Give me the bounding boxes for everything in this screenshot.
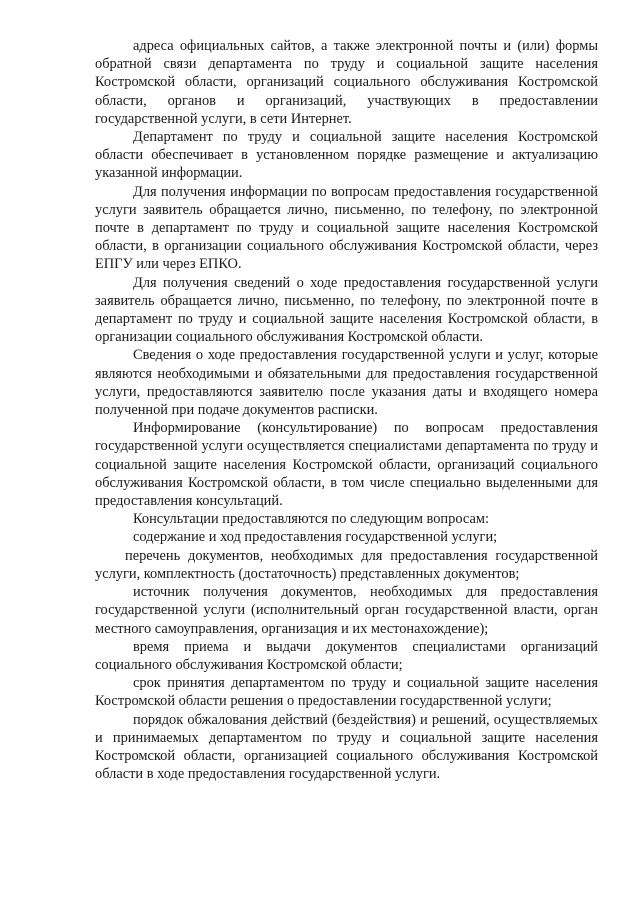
paragraph-info-request: Для получения информации по вопросам предоставления государственной услуги заявитель обращается лично, письменно, по телефону, по электронной почте в департамент по труду и социальной защите населения Костромской области, в организации социального обслуживания Костромской области, через ЕПГУ или через ЕПКО.: [95, 183, 598, 273]
list-item-content-progress: содержание и ход предоставления государственной услуги;: [133, 529, 498, 546]
list-item-decision-deadline: срок принятия департаментом по труду и социальной защите населения Костромской области решения о предоставлении государственной услуги;: [95, 675, 598, 710]
paragraph-department-duties: Департамент по труду и социальной защите населения Костромской области обеспечивает в установленном порядке размещение и актуализацию указанной информации.: [95, 129, 598, 182]
list-item-document-source: источник получения документов, необходимых для предоставления государственной услуги (исполнительный орган государственной власти, орган местного самоуправления, организация и их местонахождение);: [95, 584, 598, 637]
paragraph-consulting: Информирование (консультирование) по вопросам предоставления государственной услуги осуществляется специалистами департамента по труду и социальной защите населения Костромской области, организаций социального обслуживания Костромской области, в том числе специально выделенными для предоставления консультаций.: [95, 420, 598, 510]
paragraph-consultation-topics-intro: Консультации предоставляются по следующим вопросам:: [133, 511, 489, 528]
list-item-document-list: перечень документов, необходимых для предоставления государственной услуги, комплектность (достаточность) представленных документов;: [95, 547, 598, 582]
document-page: [95, 37, 598, 783]
paragraph-websites: адреса официальных сайтов, а также электронной почты и (или) формы обратной связи департамента по труду и социальной защите населения Костромской области, организаций социального обслуживания Костромской области, органов и организаций, участвующих в предоставлении государственной услуги, в сети Интернет.: [95, 38, 598, 127]
list-item-schedule: время приема и выдачи документов специалистами организаций социального обслуживания Костромской области;: [95, 638, 598, 673]
paragraph-progress-info: Сведения о ходе предоставления государственной услуги и услуг, которые являются необходимыми и обязательными для предоставления государственной услуги, предоставляются заявителю после указания даты и входящего номера полученной при подаче документов расписки.: [95, 347, 598, 419]
paragraph-progress-request: Для получения сведений о ходе предоставления государственной услуги заявитель обращается лично, письменно, по телефону, по электронной почте в департамент по труду и социальной защите населения Костромской области, в организации социального обслуживания Костромской области.: [95, 274, 598, 346]
list-item-appeal-procedure: порядок обжалования действий (бездействия) и решений, осуществляемых и принимаемых департаментом по труду и социальной защите населения Костромской области, организацией социального обслуживания Костромской области в ходе предоставления государственной услуги.: [95, 711, 598, 783]
